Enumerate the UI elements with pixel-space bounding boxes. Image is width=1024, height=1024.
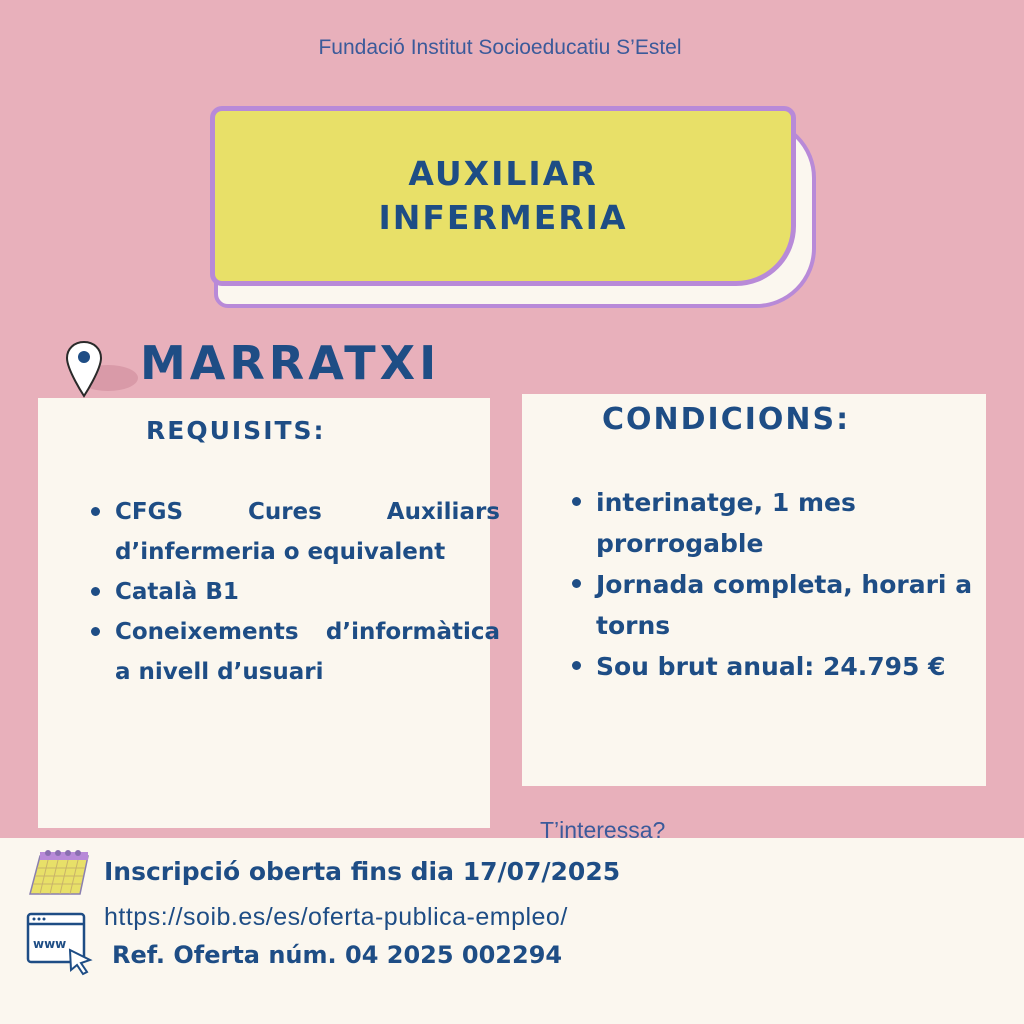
conditions-title: CONDICIONS:: [602, 402, 851, 437]
offer-link[interactable]: https://soib.es/es/oferta-publica-empleo/: [104, 903, 568, 931]
requirement-item: CFGS Cures Auxiliars d’infermeria o equivalent: [115, 492, 500, 572]
calendar-icon: [26, 848, 92, 898]
job-title-line-2: INFERMERIA: [378, 198, 628, 237]
location-name: MARRATXI: [140, 336, 441, 390]
requirements-list: [91, 492, 500, 692]
condition-item: Jornada completa, horari a torns: [596, 564, 1006, 646]
requirement-item: Coneixements d’informàtica a nivell d’usuari: [115, 612, 500, 692]
interest-question: T’interessa?: [540, 817, 666, 843]
location-pin-icon: [62, 338, 140, 400]
requirement-item: Català B1: [115, 572, 500, 612]
requirements-card: [38, 398, 500, 828]
condition-item: interinatge, 1 mes prorrogable: [596, 482, 1006, 564]
conditions-card: [522, 394, 986, 786]
job-title-line-1: AUXILIAR: [408, 154, 598, 193]
conditions-list: [572, 482, 1006, 687]
requirements-title: REQUISITS:: [146, 416, 326, 445]
svg-text:www: www: [33, 937, 67, 951]
www-click-icon: [24, 910, 96, 976]
condition-item: Sou brut anual: 24.795 €: [596, 646, 1006, 687]
registration-deadline: Inscripció oberta fins dia 17/07/2025: [104, 857, 621, 886]
job-title-banner: [210, 106, 796, 286]
offer-reference: Ref. Oferta núm. 04 2025 002294: [112, 941, 563, 969]
organization-name: Fundació Institut Socioeducatiu S’Estel: [318, 36, 682, 59]
